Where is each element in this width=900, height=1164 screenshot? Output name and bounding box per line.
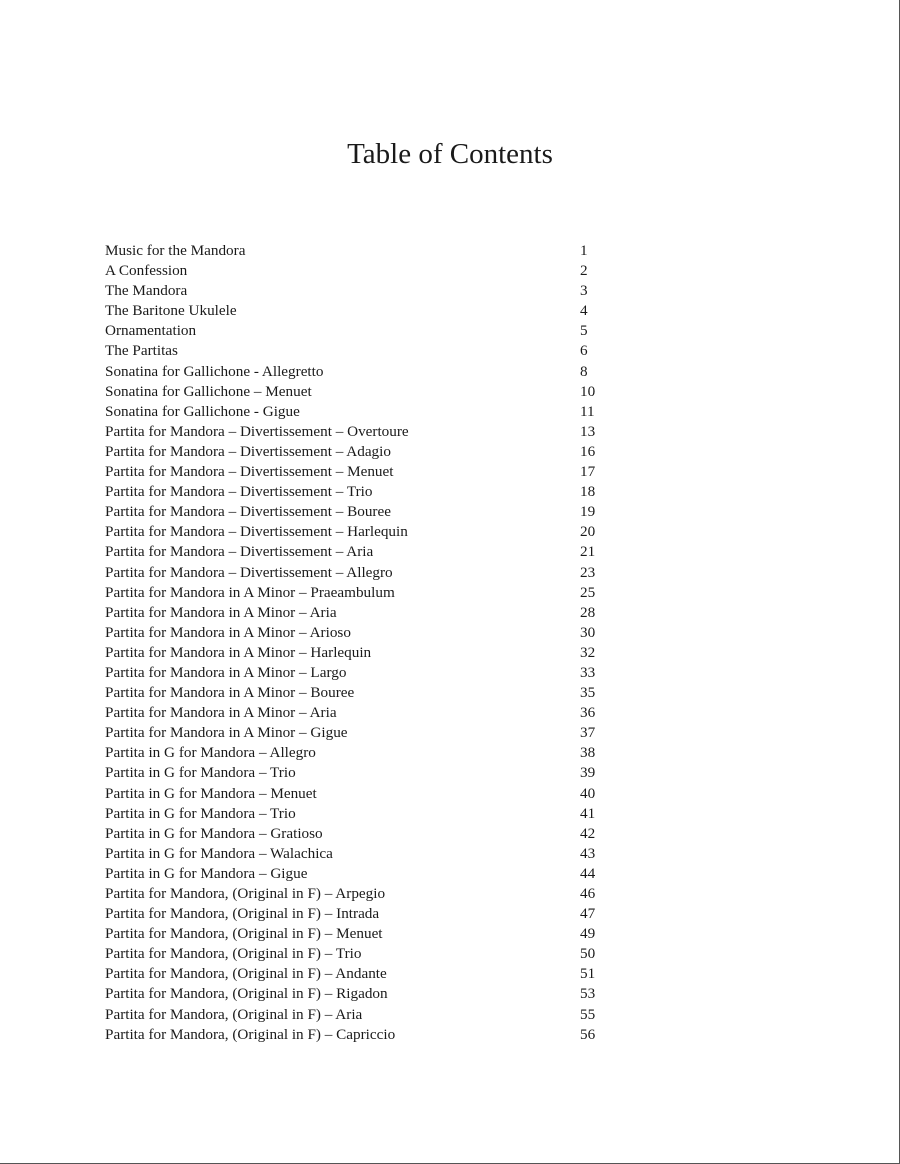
toc-entry-page-number: 23 xyxy=(580,563,596,581)
toc-entry-page-number: 35 xyxy=(580,684,596,702)
toc-entry xyxy=(105,984,605,1004)
toc-entry-title: Partita for Mandora, (Original in F) – Trio xyxy=(105,945,362,963)
toc-entry-title: Partita for Mandora – Divertissement – Menuet xyxy=(105,463,394,481)
toc-entry xyxy=(105,241,605,261)
toc-entry xyxy=(105,864,605,884)
toc-entry xyxy=(105,804,605,824)
toc-entry-title: Partita in G for Mandora – Trio xyxy=(105,764,296,782)
toc-entry-page-number: 41 xyxy=(580,804,596,822)
toc-entry-page-number: 51 xyxy=(580,965,596,983)
toc-entry-title: Partita for Mandora, (Original in F) – Aria xyxy=(105,1005,363,1023)
toc-entry xyxy=(105,924,605,944)
toc-entry-page-number: 46 xyxy=(580,885,596,902)
toc-entry-title: Partita for Mandora in A Minor – Praeambulum xyxy=(105,583,395,601)
toc-entry-page-number: 49 xyxy=(580,925,596,943)
toc-entry xyxy=(105,844,605,864)
toc-entry-title: Partita for Mandora in A Minor – Harlequin xyxy=(105,643,372,661)
toc-entry xyxy=(105,583,605,603)
toc-entry xyxy=(105,703,605,723)
toc-entry-page-number: 6 xyxy=(580,342,588,360)
toc-entry-page-number: 21 xyxy=(580,543,596,561)
toc-entry-page-number: 19 xyxy=(580,503,596,521)
toc-entry-title: Sonatina for Gallichone – Menuet xyxy=(105,382,312,400)
toc-entry xyxy=(105,904,605,924)
toc-entry xyxy=(105,321,605,341)
toc-entry-page-number: 30 xyxy=(580,623,596,641)
toc-entry xyxy=(105,884,605,904)
toc-entry-title: Partita in G for Mandora – Trio xyxy=(105,804,296,822)
toc-entry xyxy=(105,542,605,562)
toc-entry-page-number: 25 xyxy=(580,583,596,601)
toc-entry-page-number: 17 xyxy=(580,463,596,481)
toc-entry-page-number: 3 xyxy=(580,282,588,300)
toc-entry xyxy=(105,522,605,542)
toc-entry xyxy=(105,402,605,422)
toc-entry-title: A Confession xyxy=(105,262,188,280)
toc-entry xyxy=(105,1005,605,1025)
toc-entry xyxy=(105,563,605,583)
toc-entry-title: Partita for Mandora – Divertissement – Trio xyxy=(105,483,373,501)
toc-entry-title: Partita for Mandora – Divertissement – Aria xyxy=(105,543,374,561)
toc-entry-page-number: 5 xyxy=(580,322,588,340)
toc-entry-page-number: 53 xyxy=(580,985,596,1003)
toc-entry xyxy=(105,422,605,442)
toc-entry-page-number: 4 xyxy=(580,302,588,320)
toc-entry xyxy=(105,623,605,643)
toc-entry xyxy=(105,964,605,984)
toc-entry-title: Sonatina for Gallichone - Allegretto xyxy=(105,362,324,380)
toc-entry-title: Partita for Mandora – Divertissement – Harlequin xyxy=(105,523,408,541)
toc-entry xyxy=(105,502,605,522)
toc-entry-title: Partita in G for Mandora – Allegro xyxy=(105,744,316,762)
toc-entry-title: Music for the Mandora xyxy=(105,242,246,259)
toc-entry-page-number: 39 xyxy=(580,764,596,782)
toc-entry-page-number: 1 xyxy=(580,242,588,259)
toc-entry xyxy=(105,824,605,844)
page-title: Table of Contents xyxy=(347,138,553,170)
toc-entry-page-number: 20 xyxy=(580,523,596,541)
toc-entry xyxy=(105,723,605,743)
toc-entry-page-number: 10 xyxy=(580,382,596,400)
toc-entry-title: Partita for Mandora – Divertissement – Adagio xyxy=(105,442,391,460)
toc-entry-page-number: 38 xyxy=(580,744,596,762)
toc-entry-title: Partita for Mandora in A Minor – Gigue xyxy=(105,724,348,742)
toc-entry xyxy=(105,643,605,663)
toc-entry-title: Partita in G for Mandora – Menuet xyxy=(105,784,317,802)
toc-entry xyxy=(105,683,605,703)
toc-entry-page-number: 36 xyxy=(580,704,596,722)
toc-entry xyxy=(105,603,605,623)
toc-entry-title: Partita in G for Mandora – Gigue xyxy=(105,864,308,882)
toc-entry xyxy=(105,341,605,361)
toc-entry-title: Partita for Mandora – Divertissement – Allegro xyxy=(105,563,393,581)
toc-entry-title: Partita for Mandora in A Minor – Largo xyxy=(105,663,347,681)
toc-entry-title: Partita for Mandora in A Minor – Aria xyxy=(105,704,337,722)
toc-entry-page-number: 47 xyxy=(580,905,596,923)
toc-entry-page-number: 55 xyxy=(580,1005,596,1023)
toc-entry xyxy=(105,442,605,462)
toc-entry-title: Partita in G for Mandora – Gratioso xyxy=(105,824,323,842)
toc-entry-page-number: 32 xyxy=(580,643,596,661)
toc-entry-title: The Partitas xyxy=(105,342,178,360)
toc-entry-title: Partita for Mandora, (Original in F) – Intrada xyxy=(105,905,380,923)
toc-entry xyxy=(105,301,605,321)
toc-entry-page-number: 18 xyxy=(580,483,596,501)
toc-entry-page-number: 13 xyxy=(580,422,596,440)
toc-entry xyxy=(105,362,605,382)
table-of-contents xyxy=(105,241,605,1045)
toc-entry-page-number: 42 xyxy=(580,824,596,842)
toc-entry-title: Partita for Mandora, (Original in F) – Menuet xyxy=(105,925,383,943)
toc-entry-page-number: 16 xyxy=(580,442,596,460)
toc-entry-page-number: 56 xyxy=(580,1025,596,1043)
toc-entry-page-number: 44 xyxy=(580,864,596,882)
toc-entry-title: Partita for Mandora – Divertissement – Bouree xyxy=(105,503,391,521)
toc-entry-title: Partita for Mandora, (Original in F) – Capriccio xyxy=(105,1025,396,1043)
toc-entry-title: The Baritone Ukulele xyxy=(105,302,237,320)
toc-entry-page-number: 8 xyxy=(580,362,588,380)
toc-entry-title: Partita for Mandora in A Minor – Bouree xyxy=(105,684,355,702)
toc-entry-page-number: 50 xyxy=(580,945,596,963)
toc-entry xyxy=(105,1025,605,1045)
toc-entry-title: Partita for Mandora in A Minor – Arioso xyxy=(105,623,351,641)
toc-entry-page-number: 40 xyxy=(580,784,596,802)
toc-entry xyxy=(105,482,605,502)
toc-entry-title: Partita for Mandora, (Original in F) – Arpegio xyxy=(105,885,386,902)
toc-entry xyxy=(105,663,605,683)
toc-entry xyxy=(105,743,605,763)
toc-entry-title: Ornamentation xyxy=(105,322,197,340)
toc-entry xyxy=(105,382,605,402)
toc-entry-page-number: 43 xyxy=(580,844,596,862)
toc-entry xyxy=(105,944,605,964)
toc-entry xyxy=(105,462,605,482)
toc-entry-title: Partita for Mandora – Divertissement – Overtoure xyxy=(105,422,409,440)
toc-entry-title: Partita for Mandora, (Original in F) – Rigadon xyxy=(105,985,388,1003)
toc-entry-page-number: 33 xyxy=(580,663,596,681)
toc-entry xyxy=(105,763,605,783)
toc-entry xyxy=(105,281,605,301)
toc-entry xyxy=(105,784,605,804)
toc-entry-title: Sonatina for Gallichone - Gigue xyxy=(105,402,300,420)
toc-entry-title: Partita in G for Mandora – Walachica xyxy=(105,844,333,862)
toc-entry-title: The Mandora xyxy=(105,282,188,300)
toc-entry-title: Partita for Mandora, (Original in F) – Andante xyxy=(105,965,387,983)
toc-entry-page-number: 37 xyxy=(580,724,596,742)
toc-entry-title: Partita for Mandora in A Minor – Aria xyxy=(105,603,337,621)
toc-entry xyxy=(105,261,605,281)
toc-entry-page-number: 2 xyxy=(580,262,588,280)
toc-entry-page-number: 11 xyxy=(580,402,595,420)
toc-entry-page-number: 28 xyxy=(580,603,596,621)
